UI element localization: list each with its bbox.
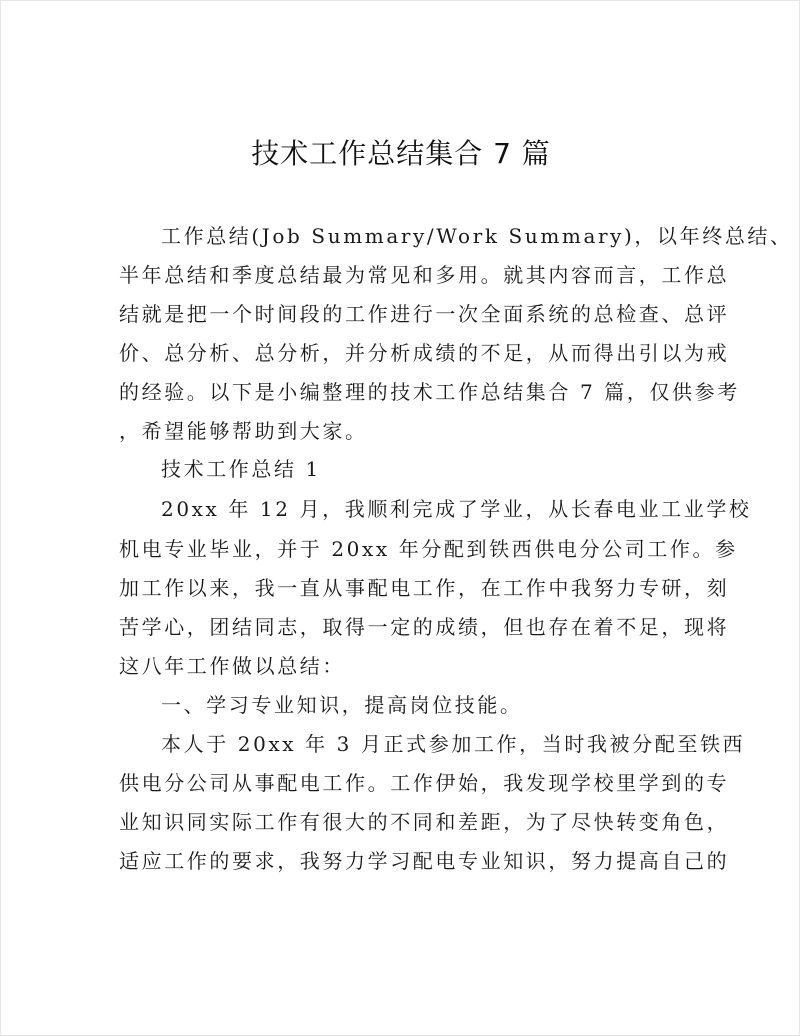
paragraph-line: 适应工作的要求，我努力学习配电专业知识，努力提高自己的 xyxy=(119,849,730,873)
paragraph-line: 供电分公司从事配电工作。工作伊始，我发现学校里学到的专 xyxy=(119,771,730,795)
paragraph-line: 价、总分析、总分析，并分析成绩的不足，从而得出引以为戒 xyxy=(119,341,730,365)
document-title: 技术工作总结集合 7 篇 xyxy=(251,137,551,170)
paragraph-line: 20xx 年 12 月，我顺利完成了学业，从长春电业工业学校 xyxy=(161,497,752,521)
paragraph-line: 工作总结(Job Summary/Work Summary)，以年终总结、 xyxy=(161,224,793,248)
paragraph-line: 苦学心，团结同志，取得一定的成绩，但也存在着不足，现将 xyxy=(119,615,730,639)
section-heading: 技术工作总结 1 xyxy=(161,457,321,481)
subsection-heading: 一、学习专业知识，提高岗位技能。 xyxy=(161,693,523,717)
paragraph-line: 加工作以来，我一直从事配电工作，在工作中我努力专研，刻 xyxy=(119,576,730,600)
paragraph-line: 的经验。以下是小编整理的技术工作总结集合 7 篇，仅供参考 xyxy=(119,380,740,404)
paragraph-line: 这八年工作做以总结： xyxy=(119,654,345,678)
paragraph-line: 结就是把一个时间段的工作进行一次全面系统的总检查、总评 xyxy=(119,302,730,326)
paragraph-line: 本人于 20xx 年 3 月正式参加工作，当时我被分配至铁西 xyxy=(161,732,746,756)
paragraph-line: ，希望能够帮助到大家。 xyxy=(119,419,368,443)
paragraph-line: 业知识同实际工作有很大的不同和差距，为了尽快转变角色， xyxy=(119,810,730,834)
paragraph-line: 半年总结和季度总结最为常见和多用。就其内容而言，工作总 xyxy=(119,263,730,287)
paragraph-line: 机电专业毕业，并于 20xx 年分配到铁西供电分公司工作。参 xyxy=(119,537,738,561)
